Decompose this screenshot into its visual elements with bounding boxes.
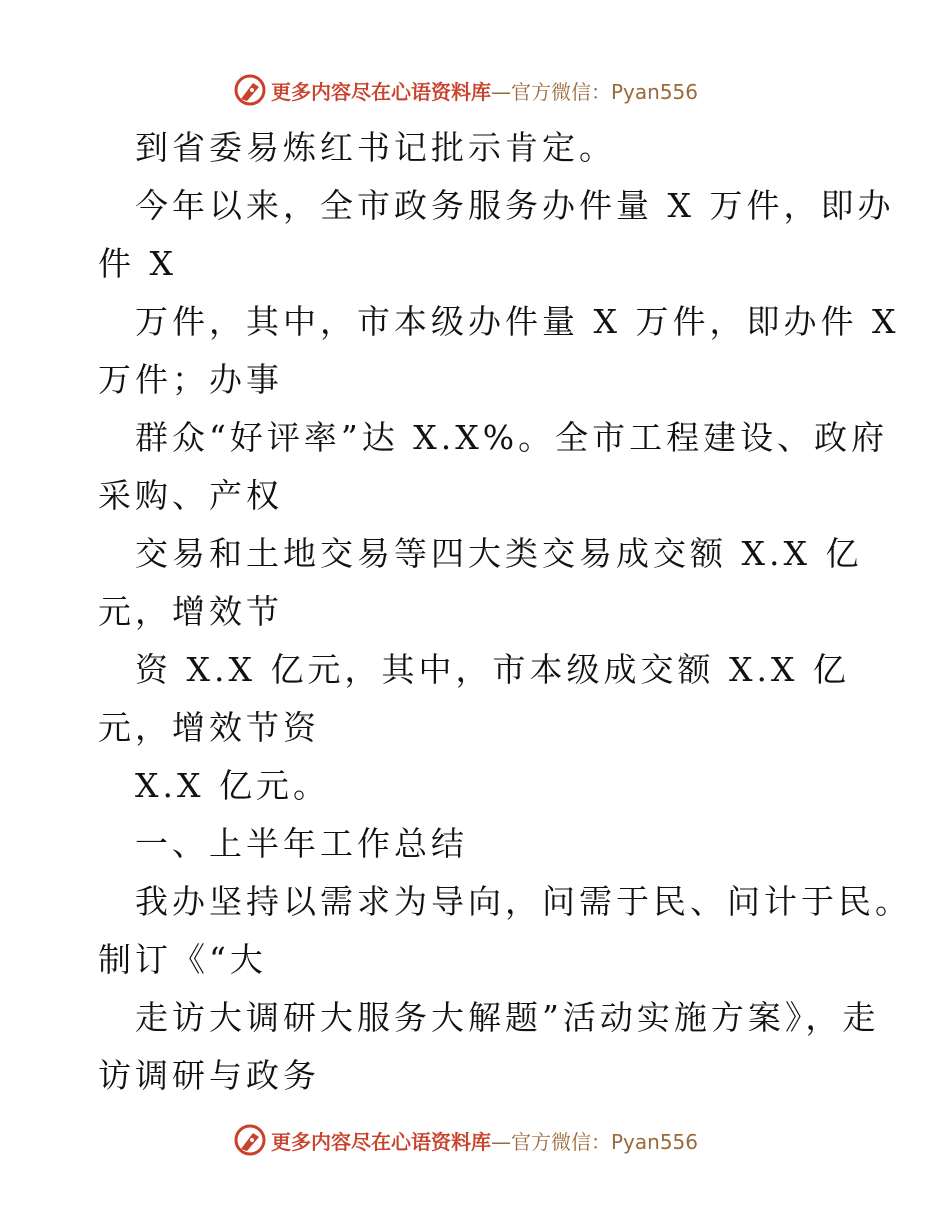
text-line: 件 X <box>98 244 177 283</box>
text-line: 交易和土地交易等四大类交易成交额 X.X 亿 <box>135 534 863 573</box>
text-line: 今年以来，全市政务服务办件量 X 万件，即办 <box>135 186 895 225</box>
library-name: 更多内容尽在心语资料库 <box>271 1129 491 1154</box>
text-line: 元，增效节 <box>98 592 283 631</box>
text-line: 我办坚持以需求为导向，问需于民、问计于民。 <box>135 882 912 921</box>
wechat-id: —官方微信：Pyan556 <box>491 1129 699 1154</box>
text-line: 群众“好评率”达 X.X%。全市工程建设、政府 <box>135 418 889 457</box>
text-line: 万件；办事 <box>98 360 283 399</box>
header-watermark <box>0 70 950 110</box>
pen-nib-logo-icon <box>233 73 267 107</box>
text-line: 访调研与政务 <box>98 1056 320 1095</box>
footer-watermark <box>0 1120 950 1160</box>
text-line: 采购、产权 <box>98 476 283 515</box>
text-line: 万件，其中，市本级办件量 X 万件，即办件 X <box>135 302 900 341</box>
wechat-id: —官方微信：Pyan556 <box>491 79 699 104</box>
text-line: 走访大调研大服务大解题”活动实施方案》，走 <box>135 998 880 1037</box>
library-name: 更多内容尽在心语资料库 <box>271 79 491 104</box>
text-line: 元，增效节资 <box>98 708 320 747</box>
pen-nib-logo-icon <box>233 1123 267 1157</box>
text-line: 资 X.X 亿元，其中，市本级成交额 X.X 亿 <box>135 650 850 689</box>
text-line: 到省委易炼红书记批示肯定。 <box>135 128 616 167</box>
section-heading: 一、上半年工作总结 <box>135 824 468 863</box>
text-line: X.X 亿元。 <box>135 766 330 805</box>
text-line: 制订《“大 <box>98 940 267 979</box>
